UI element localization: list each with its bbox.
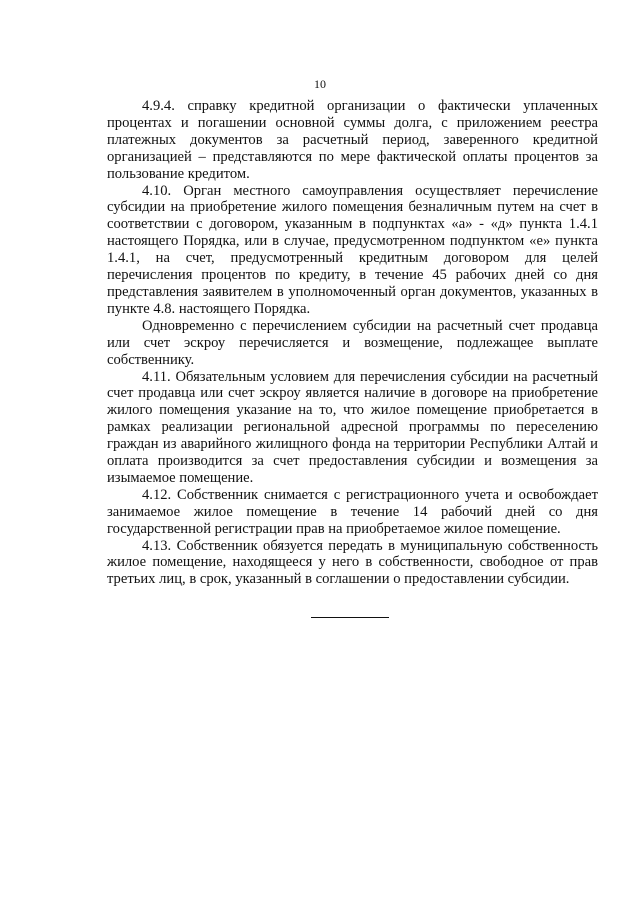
paragraph-4-11: 4.11. Обязательным условием для перечисления субсидии на расчетный счет продавца или счет эскроу является наличие в договоре на приобретение жилого помещения указание на то, что жилое помещение приобретается в рамках реализации региональной адресной программы по переселению граждан из аварийного жилищного фонда на территории Республики Алтай и оплата производится за счет предоставления субсидии и возмещения за изымаемое помещение. xyxy=(107,368,598,486)
page-number: 10 xyxy=(314,77,326,91)
paragraph-4-12: 4.12. Собственник снимается с регистрационного учета и освобождает занимаемое жилое помещение в течение 14 рабочий дней со дня государственной регистрации прав на приобретаемое жилое помещение. xyxy=(107,486,598,537)
paragraph-simultaneous-payment: Одновременно с перечислением субсидии на расчетный счет продавца или счет эскроу перечисляется и возмещение, подлежащее выплате собственнику. xyxy=(107,317,598,368)
paragraph-4-10: 4.10. Орган местного самоуправления осуществляет перечисление субсидии на приобретение жилого помещения безналичным путем на счет в соответствии с договором, указанным в подпунктах «а» - «д» пункта 1.4.1 настоящего Порядка, или в случае, предусмотренном подпунктом «е» пункта 1.4.1, на счет, предусмотренный кредитным договором для целей перечисления процентов по кредиту, в течение 45 рабочих дней со дня представления заявителем в уполномоченный орган документов, указанных в пункте 4.8. настоящего Порядка. xyxy=(107,182,598,317)
paragraph-4-9-4: 4.9.4. справку кредитной организации о фактически уплаченных процентах и погашении основной суммы долга, с приложением реестра платежных документов за расчетный период, заверенного кредитной организацией – представляются по мере фактической оплаты процентов за пользование кредитом. xyxy=(107,98,598,182)
paragraph-4-13: 4.13. Собственник обязуется передать в муниципальную собственность жилое помещение, находящееся у него в собственности, свободное от прав третьих лиц, в срок, указанный в соглашении о предоставлении субсидии. xyxy=(107,537,598,588)
end-of-document-rule xyxy=(311,617,389,618)
document-body xyxy=(107,98,598,588)
